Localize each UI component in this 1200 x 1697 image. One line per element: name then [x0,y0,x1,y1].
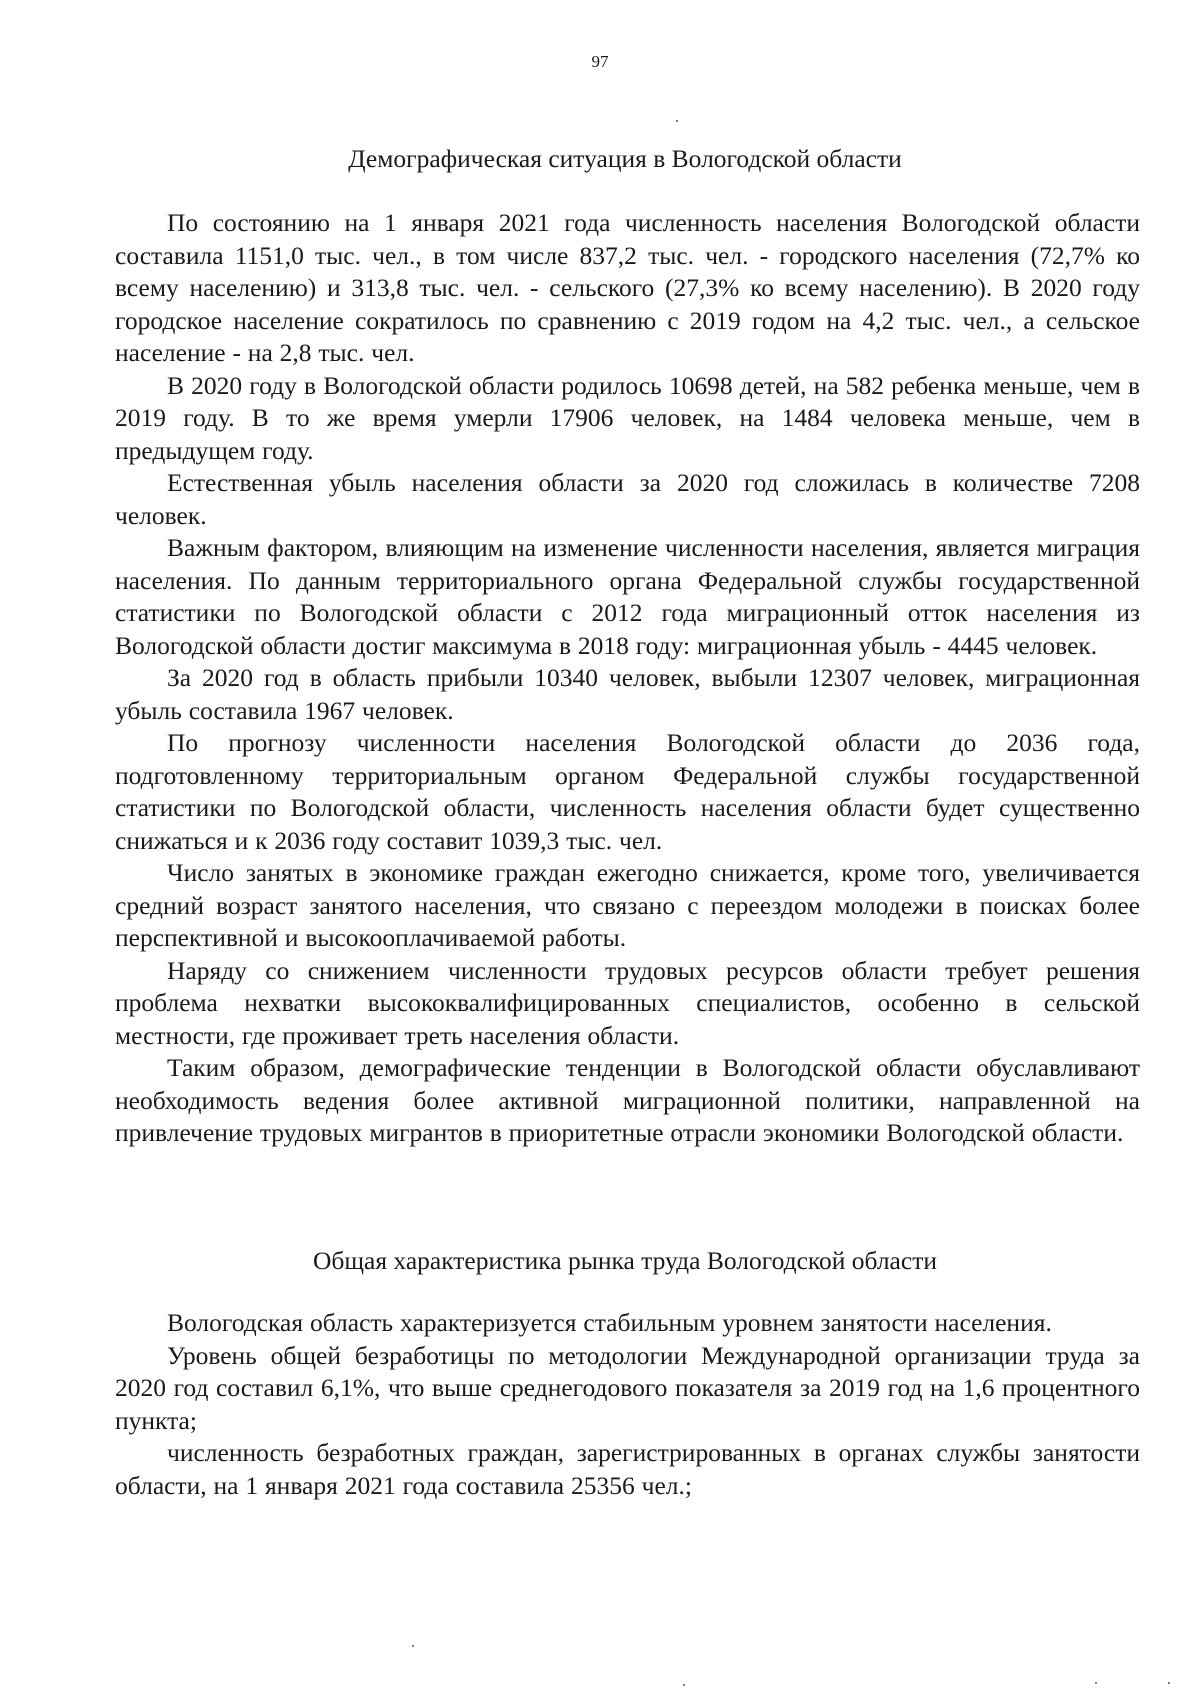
scan-speck [1095,1682,1097,1684]
paragraph: По состоянию на 1 января 2021 года численность населения Вологодской области составила 1151,0 тыс. чел., в том числе 837,2 тыс. чел. - городского населения (72,7% ко всему населению) и 313,8 тыс. чел. - сельского (27,3% ко всему населению). В 2020 году городское население сократилось по сравнению с 2019 годом на 4,2 тыс. чел., а сельское население - на 2,8 тыс. чел. [115,208,1140,367]
paragraph: Естественная убыль населения области за 2020 год сложилась в количестве 7208 человек. [115,468,1140,530]
scan-speck [683,1684,685,1686]
paragraph: численность безработных граждан, зарегистрированных в органах службы занятости области, на 1 января 2021 года составила 25356 чел.; [115,1438,1140,1500]
section-demography-body [115,207,1140,1150]
paragraph: Вологодская область характеризуется стабильным уровнем занятости населения. [167,1308,1052,1337]
paragraph: Число занятых в экономике граждан ежегодно снижается, кроме того, увеличивается средний возраст занятого населения, что связано с переездом молодежи в поисках более перспективной и высокооплачиваемой работы. [115,858,1140,952]
scan-speck [412,1645,414,1647]
scan-speck [676,120,678,122]
paragraph: Таким образом, демографические тенденции в Вологодской области обуславливают необходимость ведения более активной миграционной политики, направленной на привлечение трудовых мигрантов в приоритетные отрасли экономики Вологодской области. [115,1053,1140,1147]
paragraph: За 2020 год в область прибыли 10340 человек, выбыли 12307 человек, миграционная убыль составила 1967 человек. [115,663,1140,725]
section-title-demography: Демографическая ситуация в Вологодской области [348,144,902,173]
paragraph: Важным фактором, влияющим на изменение численности населения, является миграция населения. По данным территориального органа Федеральной службы государственной статистики по Вологодской области с 2012 года миграционный отток населения из Вологодской области достиг максимума в 2018 году: миграционная убыль - 4445 человек. [115,533,1140,660]
page-number: 97 [591,52,609,71]
paragraph: В 2020 году в Вологодской области родилось 10698 детей, на 582 ребенка меньше, чем в 2019 году. В то же время умерли 17906 человек, на 1484 человека меньше, чем в предыдущем году. [115,370,1140,465]
section-title-labor-market: Общая характеристика рынка труда Вологодской области [312,1246,937,1275]
paragraph: По прогнозу численности населения Вологодской области до 2036 года, подготовленному территориальным органом Федеральной службы государственной статистики по Вологодской области, численность населения области будет существенно снижаться и к 2036 году составит 1039,3 тыс. чел. [115,728,1140,855]
paragraph: Уровень общей безработицы по методологии Международной организации труда за 2020 год составил 6,1%, что выше среднегодового показателя за 2019 год на 1,6 процентного пункта; [115,1340,1140,1435]
paragraph: Наряду со снижением численности трудовых ресурсов области требует решения проблема нехватки высококвалифицированных специалистов, особенно в сельской местности, где проживает треть населения области. [115,955,1140,1050]
scan-speck [1168,1682,1170,1684]
section-labor-market-body [115,1307,1140,1502]
